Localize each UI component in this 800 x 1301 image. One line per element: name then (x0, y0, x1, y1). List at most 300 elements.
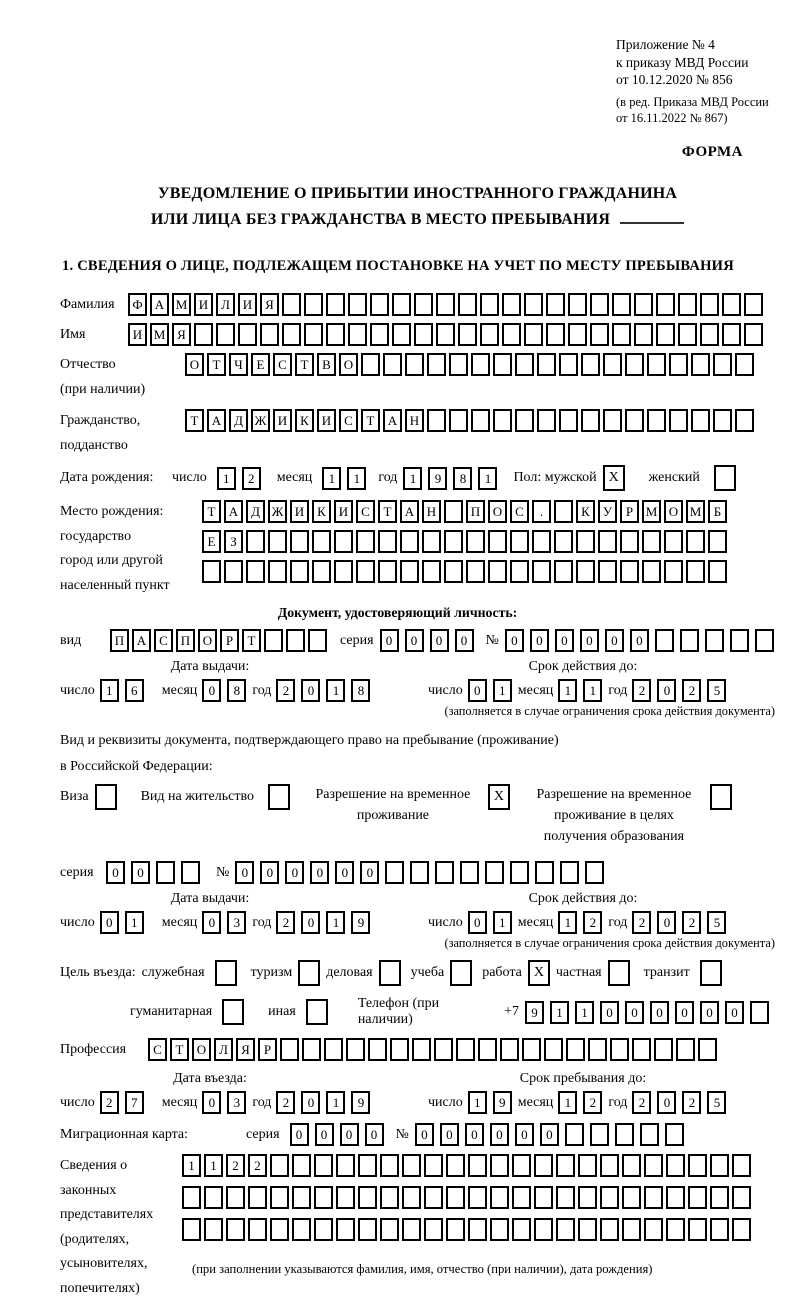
char-cell[interactable]: 2 (248, 1154, 267, 1177)
char-cell[interactable] (708, 530, 727, 553)
char-cell[interactable] (336, 1218, 355, 1241)
char-cell[interactable]: М (686, 500, 705, 523)
char-cell[interactable]: 1 (558, 911, 577, 934)
char-cell[interactable]: 0 (540, 1123, 559, 1146)
char-cell[interactable] (705, 629, 724, 652)
char-cell[interactable] (392, 293, 411, 316)
char-cell[interactable] (512, 1186, 531, 1209)
char-cell[interactable] (678, 293, 697, 316)
char-cell[interactable] (182, 1218, 201, 1241)
char-cell[interactable]: 0 (235, 861, 254, 884)
char-cell[interactable]: 9 (525, 1001, 544, 1024)
char-cell[interactable]: 9 (428, 467, 447, 490)
char-cell[interactable] (480, 293, 499, 316)
char-cell[interactable] (732, 1186, 751, 1209)
char-cell[interactable] (656, 323, 675, 346)
char-cell[interactable] (248, 1186, 267, 1209)
char-cell[interactable] (512, 1154, 531, 1177)
char-cell[interactable]: 1 (100, 679, 119, 702)
char-cell[interactable] (314, 1218, 333, 1241)
char-cell[interactable]: 8 (351, 679, 370, 702)
char-cell[interactable] (238, 323, 257, 346)
char-cell[interactable]: 2 (276, 1091, 295, 1114)
char-cell[interactable]: 2 (583, 1091, 602, 1114)
char-cell[interactable] (304, 323, 323, 346)
char-cell[interactable]: 0 (625, 1001, 644, 1024)
char-cell[interactable] (654, 1038, 673, 1061)
char-cell[interactable] (402, 1186, 421, 1209)
char-cell[interactable]: И (290, 500, 309, 523)
char-cell[interactable] (698, 1038, 717, 1061)
char-cell[interactable] (656, 293, 675, 316)
char-cell[interactable] (248, 1218, 267, 1241)
char-cell[interactable] (691, 409, 710, 432)
char-cell[interactable]: 0 (650, 1001, 669, 1024)
char-cell[interactable] (502, 293, 521, 316)
char-cell[interactable] (466, 560, 485, 583)
char-cell[interactable] (708, 560, 727, 583)
char-cell[interactable]: 0 (490, 1123, 509, 1146)
char-cell[interactable]: 1 (558, 679, 577, 702)
char-cell[interactable] (647, 353, 666, 376)
char-cell[interactable] (312, 560, 331, 583)
char-cell[interactable] (478, 1038, 497, 1061)
char-cell[interactable] (282, 293, 301, 316)
char-cell[interactable] (603, 409, 622, 432)
char-cell[interactable] (490, 1218, 509, 1241)
char-cell[interactable] (722, 323, 741, 346)
char-cell[interactable] (510, 861, 529, 884)
char-cell[interactable] (710, 1154, 729, 1177)
char-cell[interactable] (688, 1186, 707, 1209)
char-cell[interactable]: С (356, 500, 375, 523)
char-cell[interactable]: Т (207, 353, 226, 376)
char-cell[interactable]: Б (708, 500, 727, 523)
char-cell[interactable]: А (224, 500, 243, 523)
char-cell[interactable] (270, 1154, 289, 1177)
char-cell[interactable] (290, 560, 309, 583)
char-cell[interactable] (576, 530, 595, 553)
char-cell[interactable] (568, 323, 587, 346)
visa-checkbox[interactable] (95, 784, 117, 810)
purpose-humanitarian-checkbox[interactable] (222, 999, 244, 1025)
char-cell[interactable] (710, 1218, 729, 1241)
char-cell[interactable] (410, 861, 429, 884)
char-cell[interactable] (664, 560, 683, 583)
char-cell[interactable] (380, 1154, 399, 1177)
char-cell[interactable]: 0 (468, 911, 487, 934)
char-cell[interactable] (556, 1186, 575, 1209)
char-cell[interactable] (422, 530, 441, 553)
char-cell[interactable]: 3 (227, 911, 246, 934)
char-cell[interactable] (348, 323, 367, 346)
char-cell[interactable] (524, 293, 543, 316)
char-cell[interactable] (446, 1154, 465, 1177)
char-cell[interactable] (405, 353, 424, 376)
char-cell[interactable] (488, 530, 507, 553)
char-cell[interactable]: Т (185, 409, 204, 432)
char-cell[interactable]: 1 (583, 679, 602, 702)
char-cell[interactable]: 1 (478, 467, 497, 490)
char-cell[interactable] (732, 1218, 751, 1241)
char-cell[interactable] (598, 560, 617, 583)
char-cell[interactable] (378, 560, 397, 583)
char-cell[interactable] (368, 1038, 387, 1061)
residence-permit-checkbox[interactable] (268, 784, 290, 810)
char-cell[interactable] (493, 409, 512, 432)
char-cell[interactable] (647, 409, 666, 432)
char-cell[interactable] (216, 323, 235, 346)
char-cell[interactable]: 0 (657, 1091, 676, 1114)
char-cell[interactable]: М (172, 293, 191, 316)
char-cell[interactable] (286, 629, 305, 652)
char-cell[interactable] (515, 409, 534, 432)
char-cell[interactable] (446, 1218, 465, 1241)
char-cell[interactable] (436, 323, 455, 346)
char-cell[interactable] (640, 1123, 659, 1146)
char-cell[interactable]: 1 (182, 1154, 201, 1177)
char-cell[interactable] (515, 353, 534, 376)
char-cell[interactable] (750, 1001, 769, 1024)
char-cell[interactable]: А (207, 409, 226, 432)
char-cell[interactable] (424, 1186, 443, 1209)
char-cell[interactable] (500, 1038, 519, 1061)
char-cell[interactable] (370, 293, 389, 316)
char-cell[interactable] (471, 409, 490, 432)
char-cell[interactable] (282, 323, 301, 346)
char-cell[interactable]: 2 (276, 911, 295, 934)
char-cell[interactable]: Ф (128, 293, 147, 316)
char-cell[interactable] (202, 560, 221, 583)
char-cell[interactable] (385, 861, 404, 884)
char-cell[interactable] (292, 1186, 311, 1209)
char-cell[interactable] (380, 1218, 399, 1241)
char-cell[interactable]: Ж (251, 409, 270, 432)
char-cell[interactable]: И (317, 409, 336, 432)
char-cell[interactable] (414, 293, 433, 316)
char-cell[interactable]: 0 (455, 629, 474, 652)
char-cell[interactable] (336, 1186, 355, 1209)
char-cell[interactable]: 0 (580, 629, 599, 652)
char-cell[interactable]: И (238, 293, 257, 316)
char-cell[interactable]: 0 (515, 1123, 534, 1146)
char-cell[interactable] (534, 1186, 553, 1209)
char-cell[interactable] (581, 409, 600, 432)
char-cell[interactable] (585, 861, 604, 884)
char-cell[interactable]: А (383, 409, 402, 432)
char-cell[interactable]: З (224, 530, 243, 553)
char-cell[interactable]: О (339, 353, 358, 376)
char-cell[interactable]: И (194, 293, 213, 316)
char-cell[interactable]: 1 (217, 467, 236, 490)
char-cell[interactable] (576, 560, 595, 583)
char-cell[interactable] (625, 409, 644, 432)
char-cell[interactable] (755, 629, 774, 652)
char-cell[interactable]: 0 (675, 1001, 694, 1024)
char-cell[interactable] (634, 293, 653, 316)
char-cell[interactable]: А (132, 629, 151, 652)
char-cell[interactable] (522, 1038, 541, 1061)
char-cell[interactable]: 0 (202, 1091, 221, 1114)
char-cell[interactable]: 1 (322, 467, 341, 490)
char-cell[interactable] (620, 530, 639, 553)
char-cell[interactable]: О (488, 500, 507, 523)
char-cell[interactable]: 0 (530, 629, 549, 652)
char-cell[interactable] (688, 1218, 707, 1241)
char-cell[interactable]: Р (220, 629, 239, 652)
char-cell[interactable]: Я (172, 323, 191, 346)
char-cell[interactable] (642, 530, 661, 553)
char-cell[interactable]: 1 (326, 1091, 345, 1114)
char-cell[interactable]: 0 (725, 1001, 744, 1024)
char-cell[interactable] (590, 293, 609, 316)
char-cell[interactable]: 1 (558, 1091, 577, 1114)
char-cell[interactable] (400, 530, 419, 553)
char-cell[interactable] (510, 560, 529, 583)
char-cell[interactable] (414, 323, 433, 346)
char-cell[interactable]: 1 (326, 911, 345, 934)
char-cell[interactable]: К (295, 409, 314, 432)
char-cell[interactable]: С (154, 629, 173, 652)
char-cell[interactable]: 1 (403, 467, 422, 490)
char-cell[interactable] (449, 409, 468, 432)
char-cell[interactable]: 0 (468, 679, 487, 702)
char-cell[interactable] (590, 1123, 609, 1146)
char-cell[interactable] (556, 1154, 575, 1177)
char-cell[interactable]: 5 (707, 679, 726, 702)
purpose-tourism-checkbox[interactable] (298, 960, 320, 986)
char-cell[interactable] (444, 560, 463, 583)
char-cell[interactable]: 0 (260, 861, 279, 884)
char-cell[interactable]: 9 (351, 1091, 370, 1114)
char-cell[interactable] (280, 1038, 299, 1061)
char-cell[interactable] (559, 409, 578, 432)
char-cell[interactable] (610, 1038, 629, 1061)
char-cell[interactable]: С (273, 353, 292, 376)
char-cell[interactable] (326, 323, 345, 346)
char-cell[interactable] (622, 1154, 641, 1177)
char-cell[interactable]: Д (229, 409, 248, 432)
sex-male-checkbox[interactable]: X (603, 465, 625, 491)
char-cell[interactable]: 2 (632, 1091, 651, 1114)
purpose-study-checkbox[interactable] (450, 960, 472, 986)
char-cell[interactable] (326, 293, 345, 316)
char-cell[interactable]: П (110, 629, 129, 652)
char-cell[interactable] (444, 500, 463, 523)
char-cell[interactable] (666, 1186, 685, 1209)
char-cell[interactable] (390, 1038, 409, 1061)
char-cell[interactable]: О (664, 500, 683, 523)
char-cell[interactable]: 1 (493, 911, 512, 934)
char-cell[interactable]: 1 (326, 679, 345, 702)
purpose-other-checkbox[interactable] (306, 999, 328, 1025)
char-cell[interactable]: Л (214, 1038, 233, 1061)
char-cell[interactable] (691, 353, 710, 376)
char-cell[interactable]: Т (170, 1038, 189, 1061)
char-cell[interactable]: 5 (707, 911, 726, 934)
char-cell[interactable] (424, 1154, 443, 1177)
char-cell[interactable] (370, 323, 389, 346)
char-cell[interactable] (490, 1186, 509, 1209)
char-cell[interactable] (634, 323, 653, 346)
char-cell[interactable] (644, 1218, 663, 1241)
char-cell[interactable] (348, 293, 367, 316)
char-cell[interactable] (722, 293, 741, 316)
char-cell[interactable] (493, 353, 512, 376)
char-cell[interactable] (334, 560, 353, 583)
char-cell[interactable] (678, 323, 697, 346)
char-cell[interactable] (356, 530, 375, 553)
char-cell[interactable] (400, 560, 419, 583)
char-cell[interactable]: 0 (605, 629, 624, 652)
char-cell[interactable] (422, 560, 441, 583)
char-cell[interactable] (732, 1154, 751, 1177)
char-cell[interactable]: 9 (351, 911, 370, 934)
char-cell[interactable] (444, 530, 463, 553)
char-cell[interactable]: Е (202, 530, 221, 553)
char-cell[interactable]: К (312, 500, 331, 523)
char-cell[interactable] (485, 861, 504, 884)
char-cell[interactable] (644, 1154, 663, 1177)
char-cell[interactable]: С (339, 409, 358, 432)
char-cell[interactable] (466, 530, 485, 553)
char-cell[interactable]: 1 (125, 911, 144, 934)
char-cell[interactable]: 5 (707, 1091, 726, 1114)
char-cell[interactable] (735, 353, 754, 376)
char-cell[interactable]: 0 (202, 679, 221, 702)
temp-permit-checkbox[interactable]: X (488, 784, 510, 810)
char-cell[interactable] (292, 1154, 311, 1177)
char-cell[interactable] (620, 560, 639, 583)
char-cell[interactable] (502, 323, 521, 346)
char-cell[interactable] (449, 353, 468, 376)
char-cell[interactable] (556, 1218, 575, 1241)
char-cell[interactable]: 0 (430, 629, 449, 652)
char-cell[interactable]: М (642, 500, 661, 523)
char-cell[interactable] (622, 1218, 641, 1241)
char-cell[interactable] (358, 1218, 377, 1241)
char-cell[interactable]: 0 (301, 1091, 320, 1114)
char-cell[interactable] (264, 629, 283, 652)
char-cell[interactable]: Р (620, 500, 639, 523)
char-cell[interactable] (600, 1218, 619, 1241)
char-cell[interactable]: 0 (700, 1001, 719, 1024)
char-cell[interactable] (356, 560, 375, 583)
char-cell[interactable] (686, 560, 705, 583)
sex-female-checkbox[interactable] (714, 465, 736, 491)
char-cell[interactable] (378, 530, 397, 553)
char-cell[interactable]: 0 (285, 861, 304, 884)
char-cell[interactable] (268, 530, 287, 553)
char-cell[interactable] (676, 1038, 695, 1061)
char-cell[interactable]: А (150, 293, 169, 316)
char-cell[interactable] (666, 1154, 685, 1177)
char-cell[interactable] (568, 293, 587, 316)
purpose-transit-checkbox[interactable] (700, 960, 722, 986)
char-cell[interactable]: 0 (405, 629, 424, 652)
char-cell[interactable] (554, 530, 573, 553)
char-cell[interactable] (655, 629, 674, 652)
char-cell[interactable]: К (576, 500, 595, 523)
char-cell[interactable] (182, 1186, 201, 1209)
char-cell[interactable]: У (598, 500, 617, 523)
char-cell[interactable] (590, 323, 609, 346)
purpose-commercial-checkbox[interactable] (379, 960, 401, 986)
char-cell[interactable] (246, 560, 265, 583)
char-cell[interactable] (456, 1038, 475, 1061)
char-cell[interactable]: И (334, 500, 353, 523)
char-cell[interactable] (361, 353, 380, 376)
char-cell[interactable] (510, 530, 529, 553)
char-cell[interactable] (537, 409, 556, 432)
char-cell[interactable]: 0 (315, 1123, 334, 1146)
char-cell[interactable]: 2 (682, 1091, 701, 1114)
char-cell[interactable]: Ч (229, 353, 248, 376)
char-cell[interactable] (686, 530, 705, 553)
char-cell[interactable]: 1 (204, 1154, 223, 1177)
char-cell[interactable] (458, 293, 477, 316)
char-cell[interactable] (612, 293, 631, 316)
char-cell[interactable]: 0 (365, 1123, 384, 1146)
char-cell[interactable] (735, 409, 754, 432)
char-cell[interactable]: 0 (630, 629, 649, 652)
char-cell[interactable] (665, 1123, 684, 1146)
char-cell[interactable]: 0 (657, 679, 676, 702)
char-cell[interactable] (446, 1186, 465, 1209)
char-cell[interactable]: Н (405, 409, 424, 432)
char-cell[interactable]: 8 (227, 679, 246, 702)
char-cell[interactable]: 0 (100, 911, 119, 934)
char-cell[interactable]: Я (260, 293, 279, 316)
char-cell[interactable]: 2 (276, 679, 295, 702)
char-cell[interactable] (578, 1186, 597, 1209)
char-cell[interactable]: Л (216, 293, 235, 316)
char-cell[interactable]: И (273, 409, 292, 432)
char-cell[interactable]: 2 (583, 911, 602, 934)
char-cell[interactable] (700, 323, 719, 346)
char-cell[interactable] (730, 629, 749, 652)
char-cell[interactable] (512, 1218, 531, 1241)
char-cell[interactable] (312, 530, 331, 553)
char-cell[interactable] (554, 500, 573, 523)
char-cell[interactable]: 0 (202, 911, 221, 934)
char-cell[interactable]: 1 (575, 1001, 594, 1024)
char-cell[interactable]: 0 (106, 861, 125, 884)
char-cell[interactable] (524, 323, 543, 346)
char-cell[interactable]: И (128, 323, 147, 346)
char-cell[interactable]: 7 (125, 1091, 144, 1114)
char-cell[interactable] (744, 323, 763, 346)
char-cell[interactable] (292, 1218, 311, 1241)
char-cell[interactable]: 1 (550, 1001, 569, 1024)
char-cell[interactable]: 0 (340, 1123, 359, 1146)
char-cell[interactable] (427, 353, 446, 376)
char-cell[interactable] (336, 1154, 355, 1177)
char-cell[interactable] (290, 530, 309, 553)
char-cell[interactable] (304, 293, 323, 316)
char-cell[interactable] (458, 323, 477, 346)
char-cell[interactable]: Е (251, 353, 270, 376)
char-cell[interactable]: 0 (310, 861, 329, 884)
char-cell[interactable] (434, 1038, 453, 1061)
char-cell[interactable] (581, 353, 600, 376)
char-cell[interactable] (427, 409, 446, 432)
char-cell[interactable] (598, 530, 617, 553)
char-cell[interactable]: Т (295, 353, 314, 376)
char-cell[interactable] (622, 1186, 641, 1209)
char-cell[interactable] (632, 1038, 651, 1061)
char-cell[interactable]: А (400, 500, 419, 523)
